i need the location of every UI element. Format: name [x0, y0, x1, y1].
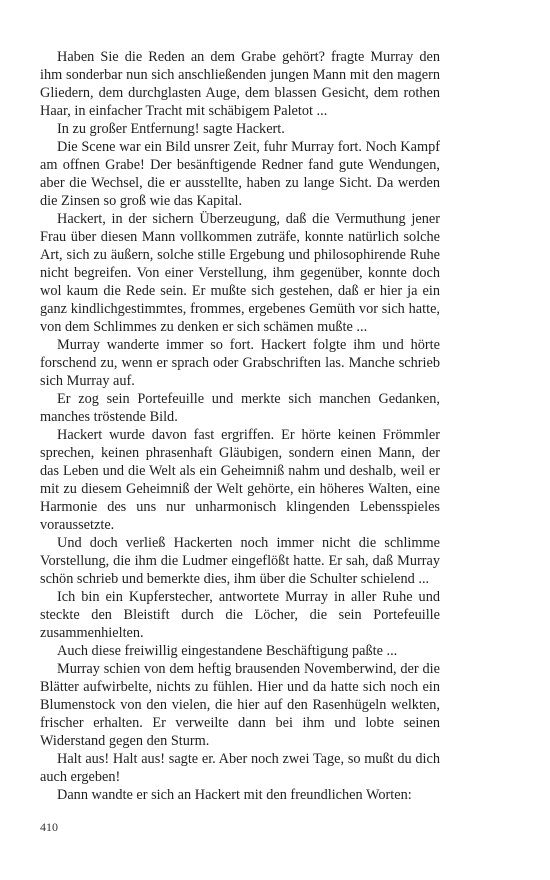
- page-body: [40, 48, 440, 804]
- paragraph-2: In zu großer Entfernung! sagte Hackert.: [57, 121, 285, 137]
- paragraph-4: Hackert, in der sichern Überzeugung, daß die Vermuthung jener Frau über diesen Mann vollkommen zuträfe, konnte natürlich solche Art, sich zu äußern, solche stille Ergebung und philosophirende Ruhe nicht begreifen. Von einer Verstellung, ihm gegenüber, konnte doch wol kaum die Rede sein. Er mußte sich gestehen, daß er hier ja ein ganz kindlichgestimmtes, frommes, ergebenes Gemüth vor sich hatte, von dem Schlimmes zu denken er sich schämen mußte ...: [40, 211, 440, 335]
- paragraph-7: Hackert wurde davon fast ergriffen. Er hörte keinen Frömmler sprechen, keinen phrasenhaft Gläubigen, sondern einen Mann, der das Leben und die Welt als ein Geheimniß nahm und deshalb, weil er mit zu diesem Geheimniß der Welt gehörte, ein höheres Walten, eine Harmonie des uns nur unharmonisch klingenden Lebensspieles voraussetzte.: [40, 427, 440, 533]
- paragraph-1: Haben Sie die Reden an dem Grabe gehört? fragte Murray den ihm sonderbar nun sich anschließenden jungen Mann mit den magern Gliedern, dem durchglasten Auge, dem blassen Gesicht, dem rothen Haar, in einfacher Tracht mit schäbigem Paletot ...: [40, 49, 440, 119]
- paragraph-11: Murray schien von dem heftig brausenden Novemberwind, der die Blätter aufwirbelte, nichts zu fühlen. Hier und da hatte sich noch ein Blumenstock von den vielen, die hier auf den Rasenhügeln welkten, frischer erhalten. Er verweilte dann bei ihm und lobte seinen Widerstand gegen den Sturm.: [40, 661, 440, 749]
- page-number: 410: [40, 820, 58, 834]
- paragraph-3: Die Scene war ein Bild unsrer Zeit, fuhr Murray fort. Noch Kampf am offnen Grabe! Der besänftigende Redner fand gute Wendungen, aber die Wechsel, die er ausstellte, haben zu lange Sicht. Da werden die Zinsen so groß wie das Kapital.: [40, 139, 440, 209]
- paragraph-9: Ich bin ein Kupferstecher, antwortete Murray in aller Ruhe und steckte den Bleistift durch die Löcher, die sein Portefeuille zusammenhielten.: [40, 589, 440, 641]
- paragraph-5: Murray wanderte immer so fort. Hackert folgte ihm und hörte forschend zu, wenn er sprach oder Grabschriften las. Manche schrieb sich Murray auf.: [40, 337, 440, 389]
- paragraph-8: Und doch verließ Hackerten noch immer nicht die schlimme Vorstellung, die ihm die Ludmer eingeflößt hatte. Er sah, daß Murray schön schrieb und bemerkte dies, ihm über die Schulter schielend ...: [40, 535, 440, 587]
- paragraph-10: Auch diese freiwillig eingestandene Beschäftigung paßte ...: [57, 643, 398, 659]
- paragraph-12: Halt aus! Halt aus! sagte er. Aber noch zwei Tage, so mußt du dich auch ergeben!: [40, 751, 440, 785]
- paragraph-13: Dann wandte er sich an Hackert mit den freundlichen Worten:: [57, 787, 412, 803]
- paragraph-6: Er zog sein Portefeuille und merkte sich manchen Gedanken, manches tröstende Bild.: [40, 391, 440, 425]
